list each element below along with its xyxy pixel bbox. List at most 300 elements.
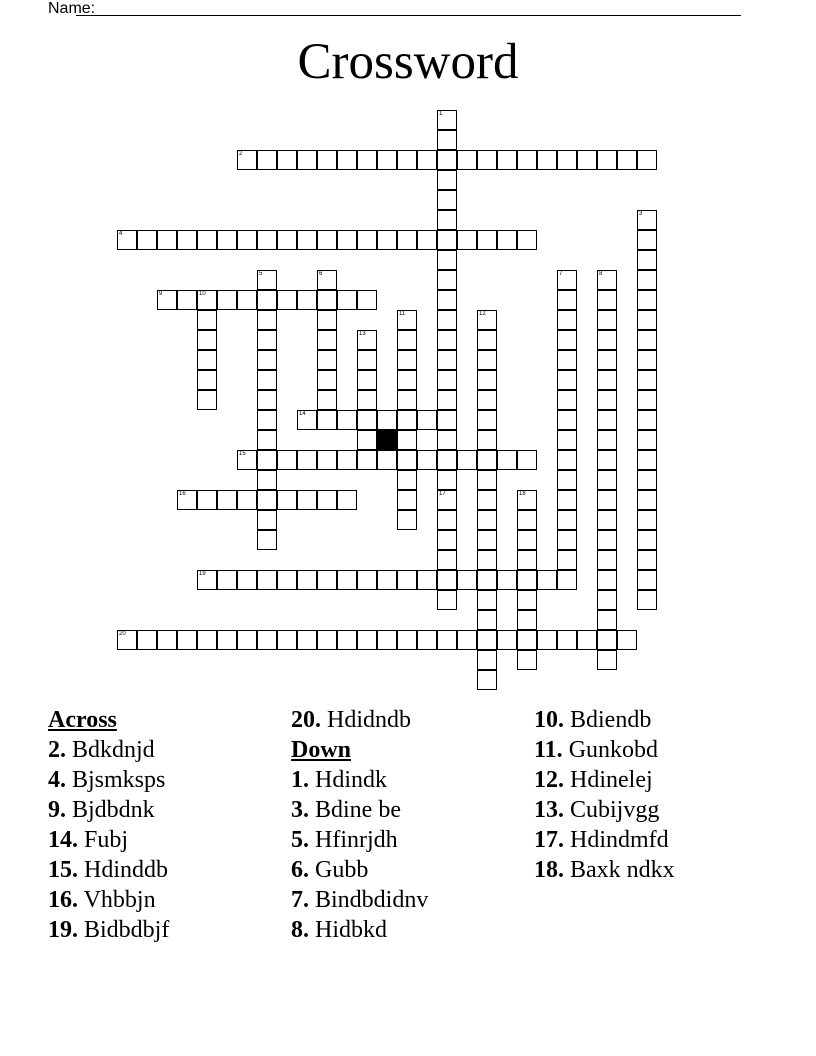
clue-down-1: 1. Hdindk — [291, 767, 387, 793]
clue-down-17: 17. Hdindmfd — [534, 827, 669, 853]
grid-cell[interactable] — [217, 490, 237, 510]
grid-cell[interactable] — [357, 290, 377, 310]
grid-cell[interactable] — [637, 410, 657, 430]
grid-cell[interactable] — [277, 150, 297, 170]
grid-cell[interactable] — [497, 150, 517, 170]
clue-across-14: 14. Fubj — [48, 827, 129, 853]
grid-cell[interactable] — [477, 350, 497, 370]
grid-cell[interactable] — [557, 390, 577, 410]
grid-cell[interactable] — [477, 470, 497, 490]
grid-cell[interactable] — [637, 390, 657, 410]
grid-cell[interactable] — [637, 310, 657, 330]
cell-number: 10 — [199, 291, 206, 297]
grid-cell[interactable] — [117, 230, 137, 250]
grid-cell[interactable] — [597, 590, 617, 610]
grid-cell[interactable] — [137, 230, 157, 250]
grid-cell[interactable] — [257, 350, 277, 370]
across-heading: Across — [48, 707, 117, 733]
grid-cell[interactable] — [317, 630, 337, 650]
grid-cell[interactable] — [437, 350, 457, 370]
grid-cell[interactable] — [357, 410, 377, 430]
grid-cell[interactable] — [397, 470, 417, 490]
grid-cell[interactable] — [217, 630, 237, 650]
grid-cell[interactable] — [397, 450, 417, 470]
grid-cell[interactable] — [557, 450, 577, 470]
grid-cell[interactable] — [437, 310, 457, 330]
grid-cell[interactable] — [337, 570, 357, 590]
grid-cell[interactable] — [377, 630, 397, 650]
grid-cell[interactable] — [377, 450, 397, 470]
grid-cell[interactable] — [277, 230, 297, 250]
grid-cell[interactable] — [597, 290, 617, 310]
grid-cell[interactable] — [177, 230, 197, 250]
grid-cell[interactable] — [417, 570, 437, 590]
grid-cell[interactable] — [597, 430, 617, 450]
grid-cell[interactable] — [297, 150, 317, 170]
grid-cell[interactable] — [237, 450, 257, 470]
grid-cell[interactable] — [557, 370, 577, 390]
grid-cell[interactable] — [357, 370, 377, 390]
grid-cell[interactable] — [437, 290, 457, 310]
grid-cell[interactable] — [237, 230, 257, 250]
grid-cell[interactable] — [497, 230, 517, 250]
grid-cell[interactable] — [637, 510, 657, 530]
grid-cell[interactable] — [397, 430, 417, 450]
grid-cell[interactable] — [637, 210, 657, 230]
grid-cell[interactable] — [597, 490, 617, 510]
grid-cell[interactable] — [217, 230, 237, 250]
grid-cell[interactable] — [477, 530, 497, 550]
cell-number: 18 — [519, 491, 526, 497]
grid-cell[interactable] — [477, 330, 497, 350]
cell-number: 14 — [299, 411, 306, 417]
grid-cell[interactable] — [597, 570, 617, 590]
grid-cell[interactable] — [257, 410, 277, 430]
grid-cell[interactable] — [617, 150, 637, 170]
grid-cell[interactable] — [277, 450, 297, 470]
grid-cell[interactable] — [357, 430, 377, 450]
grid-cell[interactable] — [557, 290, 577, 310]
grid-cell[interactable] — [157, 630, 177, 650]
grid-cell[interactable] — [197, 230, 217, 250]
grid-cell[interactable] — [597, 370, 617, 390]
grid-cell[interactable] — [477, 590, 497, 610]
grid-cell[interactable] — [317, 150, 337, 170]
clue-across-2: 2. Bdkdnjd — [48, 737, 155, 763]
grid-cell[interactable] — [597, 410, 617, 430]
grid-cell[interactable] — [597, 610, 617, 630]
grid-cell[interactable] — [637, 490, 657, 510]
grid-cell[interactable] — [477, 550, 497, 570]
grid-cell[interactable] — [317, 310, 337, 330]
grid-cell[interactable] — [257, 490, 277, 510]
clue-column-2 — [291, 705, 531, 945]
grid-cell[interactable] — [637, 570, 657, 590]
cell-number: 4 — [119, 231, 123, 237]
grid-cell[interactable] — [477, 370, 497, 390]
grid-cell[interactable] — [197, 310, 217, 330]
grid-cell[interactable] — [597, 350, 617, 370]
grid-cell[interactable] — [437, 170, 457, 190]
grid-cell[interactable] — [257, 330, 277, 350]
grid-cell[interactable] — [577, 630, 597, 650]
grid-cell[interactable] — [437, 510, 457, 530]
grid-cell[interactable] — [397, 410, 417, 430]
cell-number: 12 — [479, 311, 486, 317]
grid-cell[interactable] — [357, 450, 377, 470]
grid-cell[interactable] — [557, 510, 577, 530]
grid-cell[interactable] — [637, 550, 657, 570]
grid-cell[interactable] — [597, 470, 617, 490]
grid-cell[interactable] — [397, 630, 417, 650]
grid-cell[interactable] — [397, 390, 417, 410]
grid-cell[interactable] — [397, 370, 417, 390]
grid-cell[interactable] — [377, 230, 397, 250]
grid-cell[interactable] — [637, 430, 657, 450]
grid-cell[interactable] — [357, 350, 377, 370]
grid-cell[interactable] — [337, 410, 357, 430]
grid-cell[interactable] — [137, 630, 157, 650]
grid-cell[interactable] — [477, 150, 497, 170]
grid-cell[interactable] — [597, 630, 617, 650]
grid-cell[interactable] — [437, 370, 457, 390]
grid-cell[interactable] — [177, 630, 197, 650]
grid-cell[interactable] — [117, 630, 137, 650]
grid-cell[interactable] — [437, 110, 457, 130]
grid-cell[interactable] — [637, 290, 657, 310]
grid-cell[interactable] — [197, 290, 217, 310]
grid-cell[interactable] — [477, 450, 497, 470]
grid-cell[interactable] — [317, 350, 337, 370]
grid-cell[interactable] — [297, 490, 317, 510]
grid-cell[interactable] — [317, 490, 337, 510]
grid-cell[interactable] — [357, 330, 377, 350]
grid-cell[interactable] — [637, 230, 657, 250]
grid-cell[interactable] — [437, 470, 457, 490]
grid-cell[interactable] — [557, 150, 577, 170]
grid-cell[interactable] — [477, 650, 497, 670]
grid-cell[interactable] — [417, 630, 437, 650]
blocked-cell — [377, 430, 397, 450]
grid-cell[interactable] — [477, 670, 497, 690]
grid-cell[interactable] — [437, 390, 457, 410]
grid-cell[interactable] — [237, 150, 257, 170]
grid-cell[interactable] — [317, 290, 337, 310]
grid-cell[interactable] — [437, 330, 457, 350]
grid-cell[interactable] — [637, 450, 657, 470]
grid-cell[interactable] — [197, 370, 217, 390]
grid-cell[interactable] — [437, 270, 457, 290]
grid-cell[interactable] — [557, 330, 577, 350]
grid-cell[interactable] — [597, 390, 617, 410]
grid-cell[interactable] — [337, 230, 357, 250]
grid-cell[interactable] — [317, 570, 337, 590]
grid-cell[interactable] — [197, 630, 217, 650]
grid-cell[interactable] — [517, 650, 537, 670]
grid-cell[interactable] — [597, 310, 617, 330]
grid-cell[interactable] — [557, 410, 577, 430]
grid-cell[interactable] — [257, 390, 277, 410]
grid-cell[interactable] — [597, 530, 617, 550]
grid-cell[interactable] — [637, 590, 657, 610]
grid-cell[interactable] — [317, 390, 337, 410]
grid-cell[interactable] — [257, 310, 277, 330]
grid-cell[interactable] — [197, 570, 217, 590]
grid-cell[interactable] — [537, 150, 557, 170]
cell-number: 11 — [399, 311, 406, 317]
grid-cell[interactable] — [237, 630, 257, 650]
grid-cell[interactable] — [477, 570, 497, 590]
clue-across-16: 16. Vhbbjn — [48, 887, 156, 913]
grid-cell[interactable] — [257, 150, 277, 170]
grid-cell[interactable] — [157, 290, 177, 310]
grid-cell[interactable] — [637, 250, 657, 270]
grid-cell[interactable] — [297, 290, 317, 310]
grid-cell[interactable] — [197, 490, 217, 510]
cell-number: 13 — [359, 331, 366, 337]
grid-cell[interactable] — [437, 230, 457, 250]
down-heading: Down — [291, 737, 352, 763]
grid-cell[interactable] — [637, 470, 657, 490]
grid-cell[interactable] — [477, 510, 497, 530]
grid-cell[interactable] — [477, 310, 497, 330]
cell-number: 9 — [159, 291, 163, 297]
grid-cell[interactable] — [557, 270, 577, 290]
grid-cell[interactable] — [317, 410, 337, 430]
grid-cell[interactable] — [297, 450, 317, 470]
cell-number: 16 — [179, 491, 186, 497]
grid-cell[interactable] — [617, 630, 637, 650]
grid-cell[interactable] — [597, 270, 617, 290]
grid-cell[interactable] — [297, 230, 317, 250]
grid-cell[interactable] — [257, 270, 277, 290]
grid-cell[interactable] — [477, 430, 497, 450]
grid-cell[interactable] — [537, 570, 557, 590]
grid-cell[interactable] — [277, 570, 297, 590]
grid-cell[interactable] — [477, 410, 497, 430]
grid-cell[interactable] — [637, 350, 657, 370]
grid-cell[interactable] — [317, 230, 337, 250]
grid-cell[interactable] — [337, 450, 357, 470]
grid-cell[interactable] — [557, 530, 577, 550]
grid-cell[interactable] — [257, 290, 277, 310]
grid-cell[interactable] — [337, 150, 357, 170]
grid-cell[interactable] — [217, 290, 237, 310]
grid-cell[interactable] — [637, 370, 657, 390]
grid-cell[interactable] — [177, 490, 197, 510]
clue-down-13: 13. Cubijvgg — [534, 797, 660, 823]
grid-cell[interactable] — [477, 490, 497, 510]
grid-cell[interactable] — [397, 510, 417, 530]
clue-down-3: 3. Bdine be — [291, 797, 401, 823]
grid-cell[interactable] — [257, 230, 277, 250]
grid-cell[interactable] — [517, 550, 537, 570]
grid-cell[interactable] — [377, 410, 397, 430]
grid-cell[interactable] — [217, 570, 237, 590]
grid-cell[interactable] — [517, 630, 537, 650]
grid-cell[interactable] — [357, 390, 377, 410]
grid-cell[interactable] — [337, 290, 357, 310]
grid-cell[interactable] — [637, 270, 657, 290]
grid-cell[interactable] — [437, 590, 457, 610]
grid-cell[interactable] — [457, 570, 477, 590]
grid-cell[interactable] — [517, 530, 537, 550]
grid-cell[interactable] — [517, 490, 537, 510]
grid-cell[interactable] — [357, 230, 377, 250]
grid-cell[interactable] — [517, 150, 537, 170]
clue-down-11: 11. Gunkobd — [534, 737, 659, 763]
grid-cell[interactable] — [437, 530, 457, 550]
grid-cell[interactable] — [637, 330, 657, 350]
grid-cell[interactable] — [597, 330, 617, 350]
grid-cell[interactable] — [397, 230, 417, 250]
grid-cell[interactable] — [477, 230, 497, 250]
grid-cell[interactable] — [437, 450, 457, 470]
grid-cell[interactable] — [557, 350, 577, 370]
grid-cell[interactable] — [477, 610, 497, 630]
clue-down-6: 6. Gubb — [291, 857, 369, 883]
clue-column-1 — [48, 705, 288, 945]
grid-cell[interactable] — [517, 510, 537, 530]
grid-cell[interactable] — [397, 350, 417, 370]
clue-across-19: 19. Bidbdbjf — [48, 917, 170, 943]
grid-cell[interactable] — [437, 150, 457, 170]
clue-down-5: 5. Hfinrjdh — [291, 827, 398, 853]
grid-cell[interactable] — [437, 130, 457, 150]
grid-cell[interactable] — [637, 150, 657, 170]
grid-cell[interactable] — [457, 450, 477, 470]
grid-cell[interactable] — [557, 310, 577, 330]
grid-cell[interactable] — [497, 570, 517, 590]
grid-cell[interactable] — [237, 290, 257, 310]
grid-cell[interactable] — [557, 630, 577, 650]
grid-cell[interactable] — [437, 210, 457, 230]
grid-cell[interactable] — [277, 290, 297, 310]
grid-cell[interactable] — [597, 510, 617, 530]
grid-cell[interactable] — [497, 630, 517, 650]
grid-cell[interactable] — [237, 570, 257, 590]
grid-cell[interactable] — [317, 330, 337, 350]
grid-cell[interactable] — [517, 570, 537, 590]
grid-cell[interactable] — [557, 470, 577, 490]
grid-cell[interactable] — [397, 310, 417, 330]
grid-cell[interactable] — [257, 470, 277, 490]
grid-cell[interactable] — [397, 330, 417, 350]
cell-number: 6 — [319, 271, 323, 277]
grid-cell[interactable] — [177, 290, 197, 310]
cell-number: 17 — [439, 491, 446, 497]
grid-cell[interactable] — [297, 630, 317, 650]
grid-cell[interactable] — [557, 490, 577, 510]
grid-cell[interactable] — [297, 570, 317, 590]
grid-cell[interactable] — [297, 410, 317, 430]
grid-cell[interactable] — [457, 150, 477, 170]
grid-cell[interactable] — [317, 270, 337, 290]
clue-down-7: 7. Bindbdidnv — [291, 887, 429, 913]
grid-cell[interactable] — [337, 490, 357, 510]
grid-cell[interactable] — [397, 490, 417, 510]
grid-cell[interactable] — [257, 530, 277, 550]
grid-cell[interactable] — [437, 190, 457, 210]
grid-cell[interactable] — [557, 570, 577, 590]
grid-cell[interactable] — [457, 630, 477, 650]
clue-down-12: 12. Hdinelej — [534, 767, 653, 793]
grid-cell[interactable] — [197, 390, 217, 410]
grid-cell[interactable] — [397, 150, 417, 170]
grid-cell[interactable] — [597, 150, 617, 170]
grid-cell[interactable] — [417, 230, 437, 250]
grid-cell[interactable] — [417, 410, 437, 430]
grid-cell[interactable] — [257, 510, 277, 530]
grid-cell[interactable] — [637, 530, 657, 550]
grid-cell[interactable] — [337, 630, 357, 650]
clue-down-8: 8. Hidbkd — [291, 917, 387, 943]
grid-cell[interactable] — [257, 570, 277, 590]
grid-cell[interactable] — [497, 450, 517, 470]
grid-cell[interactable] — [517, 230, 537, 250]
grid-cell[interactable] — [437, 630, 457, 650]
grid-cell[interactable] — [377, 570, 397, 590]
grid-cell[interactable] — [257, 630, 277, 650]
grid-cell[interactable] — [157, 230, 177, 250]
cell-number: 1 — [439, 111, 443, 117]
grid-cell[interactable] — [357, 630, 377, 650]
grid-cell[interactable] — [237, 490, 257, 510]
grid-cell[interactable] — [377, 150, 397, 170]
grid-cell[interactable] — [597, 450, 617, 470]
grid-cell[interactable] — [517, 610, 537, 630]
grid-cell[interactable] — [477, 390, 497, 410]
grid-cell[interactable] — [417, 450, 437, 470]
grid-cell[interactable] — [437, 490, 457, 510]
grid-cell[interactable] — [437, 570, 457, 590]
grid-cell[interactable] — [597, 650, 617, 670]
grid-cell[interactable] — [317, 450, 337, 470]
grid-cell[interactable] — [517, 590, 537, 610]
grid-cell[interactable] — [557, 550, 577, 570]
cell-number: 2 — [239, 151, 243, 157]
grid-cell[interactable] — [437, 430, 457, 450]
grid-cell[interactable] — [477, 630, 497, 650]
cell-number: 8 — [599, 271, 603, 277]
clue-across-4: 4. Bjsmksps — [48, 767, 166, 793]
grid-cell[interactable] — [577, 150, 597, 170]
grid-cell[interactable] — [557, 430, 577, 450]
grid-cell[interactable] — [437, 250, 457, 270]
grid-cell[interactable] — [257, 450, 277, 470]
grid-cell[interactable] — [537, 630, 557, 650]
grid-cell[interactable] — [317, 370, 337, 390]
grid-cell[interactable] — [417, 150, 437, 170]
grid-cell[interactable] — [397, 570, 417, 590]
cell-number: 3 — [639, 211, 643, 217]
grid-cell[interactable] — [437, 550, 457, 570]
grid-cell[interactable] — [197, 330, 217, 350]
grid-cell[interactable] — [277, 630, 297, 650]
grid-cell[interactable] — [277, 490, 297, 510]
grid-cell[interactable] — [597, 550, 617, 570]
grid-cell[interactable] — [357, 150, 377, 170]
grid-cell[interactable] — [257, 430, 277, 450]
grid-cell[interactable] — [517, 450, 537, 470]
grid-cell[interactable] — [197, 350, 217, 370]
grid-cell[interactable] — [257, 370, 277, 390]
name-label: Name: — [48, 0, 96, 17]
cell-number: 19 — [199, 571, 206, 577]
grid-cell[interactable] — [457, 230, 477, 250]
grid-cell[interactable] — [437, 410, 457, 430]
grid-cell[interactable] — [357, 570, 377, 590]
